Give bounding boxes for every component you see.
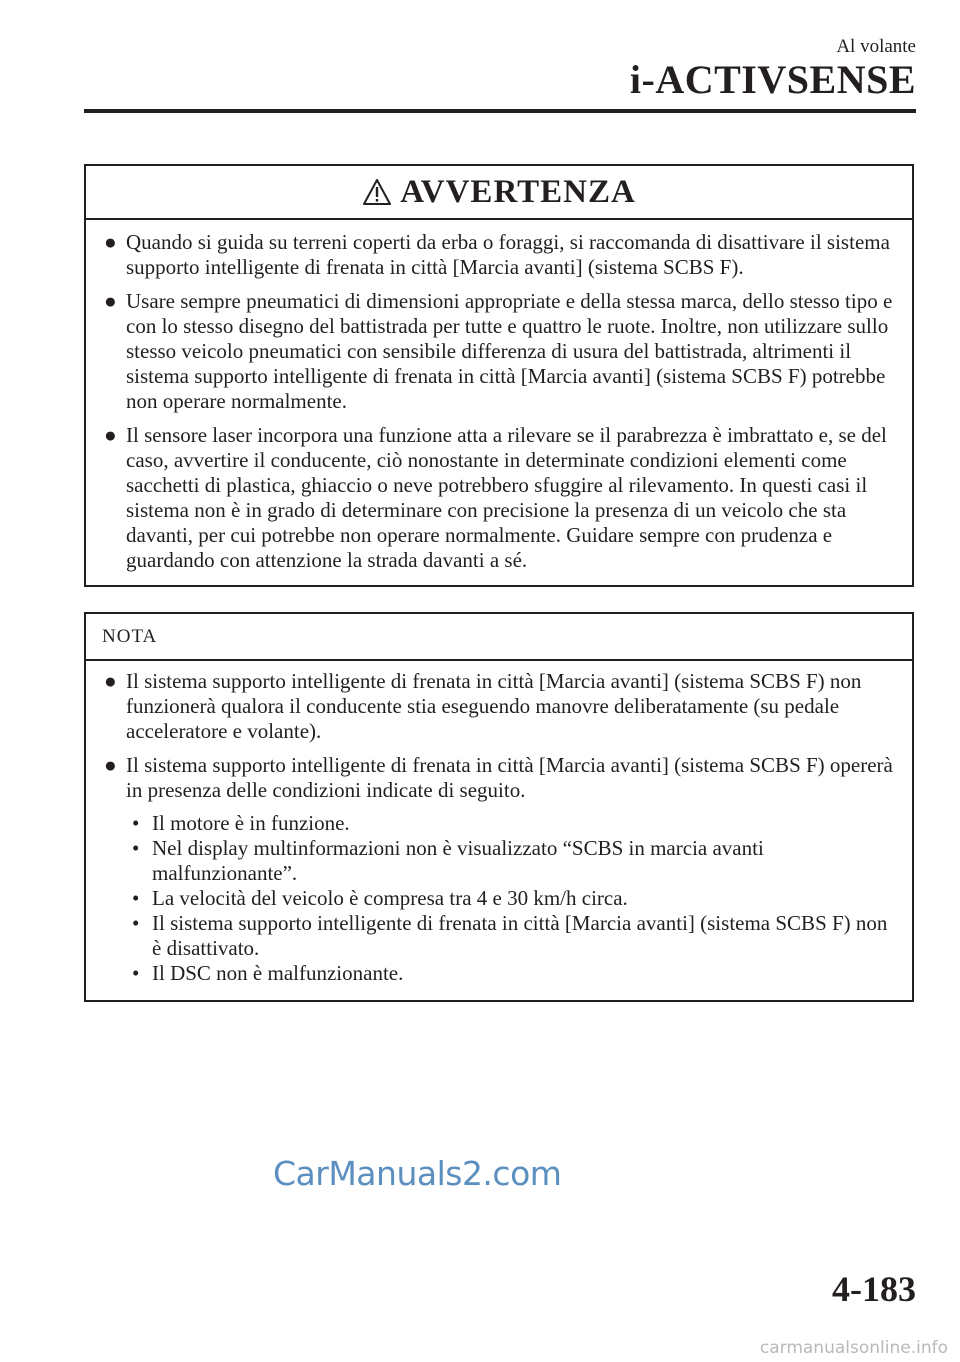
condition-text: Nel display multinformazioni non è visualizzato “SCBS in marcia avanti malfunzionante”.: [152, 836, 764, 885]
note-item-text: Il sistema supporto intelligente di frenata in città [Marcia avanti] (sistema SCBS F) opererà in presenza delle condizioni indicate di seguito.: [126, 753, 893, 802]
bullet-icon: ●: [104, 669, 117, 693]
condition-text: Il sistema supporto intelligente di frenata in città [Marcia avanti] (sistema SCBS F) non è disattivato.: [152, 911, 888, 960]
warning-header: [86, 166, 912, 220]
sub-bullet-icon: •: [132, 911, 140, 935]
warning-item: [104, 230, 896, 280]
warning-item: [104, 423, 896, 573]
condition-text: Il motore è in funzione.: [152, 811, 350, 835]
warning-item-text: Usare sempre pneumatici di dimensioni appropriate e della stessa marca, dello stesso tipo e con lo stesso disegno del battistrada per tutte e quattro le ruote. Inoltre, non utilizzare sullo stesso veicolo pneumatici con sensibile differenza di usura del battistrada, altrimenti il sistema supporto intelligente di frenata in città [Marcia avanti] (sistema SCBS F) potrebbe non operare normalmente.: [126, 289, 893, 413]
bullet-icon: ●: [104, 289, 117, 313]
source-url[interactable]: carmanualsonline.info: [759, 1338, 948, 1358]
warning-box: [84, 164, 914, 587]
conditions-list: [126, 811, 896, 986]
condition-item: [130, 911, 896, 961]
bullet-icon: ●: [104, 230, 117, 254]
note-item: [104, 753, 896, 986]
note-item: [104, 669, 896, 744]
sub-bullet-icon: •: [132, 836, 140, 860]
sub-bullet-icon: •: [132, 886, 140, 910]
condition-item: [130, 811, 896, 836]
bullet-icon: ●: [104, 423, 117, 447]
warning-item-text: Quando si guida su terreni coperti da erba o foraggi, si raccomanda di disattivare il sistema supporto intelligente di frenata in città [Marcia avanti] (sistema SCBS F).: [126, 230, 890, 279]
header-divider: [84, 109, 916, 113]
section-title: Al volante: [836, 36, 916, 57]
sub-bullet-icon: •: [132, 961, 140, 985]
note-box: [84, 612, 914, 1002]
warning-title: AVVERTENZA: [400, 173, 636, 210]
warning-item: [104, 289, 896, 414]
condition-item: [130, 961, 896, 986]
sub-bullet-icon: •: [132, 811, 140, 835]
condition-item: [130, 836, 896, 886]
condition-item: [130, 886, 896, 911]
warning-triangle-icon: [362, 178, 392, 206]
note-item-text: Il sistema supporto intelligente di frenata in città [Marcia avanti] (sistema SCBS F) non funzionerà qualora il conducente stia eseguendo manovre deliberatamente (su pedale acceleratore e volante).: [126, 669, 862, 743]
condition-text: Il DSC non è malfunzionante.: [152, 961, 404, 985]
watermark: CarManuals2.com: [273, 1154, 562, 1193]
note-list: [86, 661, 912, 1000]
note-header: [86, 614, 912, 661]
warning-list: [86, 220, 912, 585]
page-title: i-ACTIVSENSE: [629, 57, 916, 102]
warning-item-text: Il sensore laser incorpora una funzione atta a rilevare se il parabrezza è imbrattato e, se del caso, avvertire il conducente, ciò nonostante in determinate condizioni elementi come sacchetti di plastica, ghiaccio o neve potrebbero sfuggire al rilevamento. In questi casi il sistema non è in grado di determinare con precisione la presenza di un veicolo che sta davanti, per cui potrebbe non operare normalmente. Guidare sempre con prudenza e guardando con attenzione la strada davanti a sé.: [126, 423, 887, 572]
note-title: NOTA: [102, 625, 158, 647]
condition-text: La velocità del veicolo è compresa tra 4 e 30 km/h circa.: [152, 886, 628, 910]
bullet-icon: ●: [104, 753, 117, 777]
page-number: 4-183: [832, 1269, 916, 1309]
